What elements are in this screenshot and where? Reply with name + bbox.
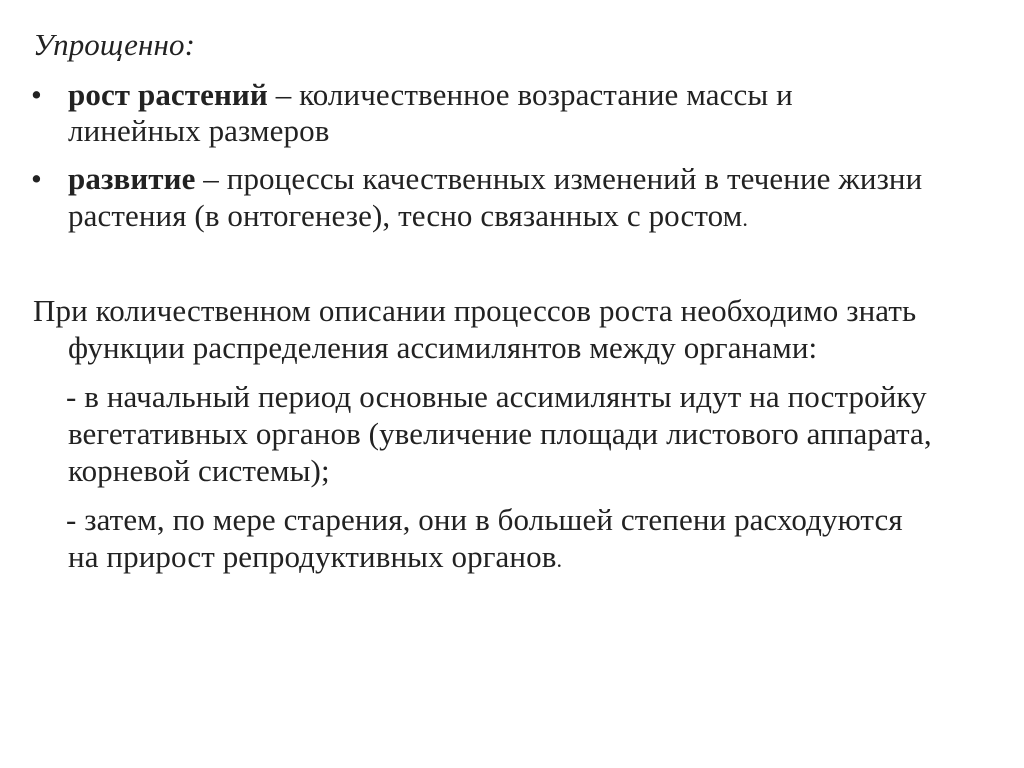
bullet-icon: • (31, 77, 42, 112)
bullet-2-term: развитие (68, 161, 196, 196)
bullet-2-line-2 (68, 198, 748, 237)
dash-item-2-line-2-period: . (556, 547, 563, 572)
paragraph-line-2: функции распределения ассимилянтов между органами: (68, 330, 818, 365)
bullet-2-definition: – процессы качественных изменений в течение жизни (195, 161, 923, 196)
bullet-1-line-1 (68, 77, 793, 113)
bullet-icon: • (31, 161, 42, 196)
dash-item-2-line-1: - затем, по мере старения, они в большей степени расходуются (66, 502, 903, 537)
bullet-2-line-1 (68, 161, 922, 197)
intro-heading: Упрощенно: (33, 27, 196, 62)
paragraph-line-1: При количественном описании процессов роста необходимо знать (33, 293, 917, 328)
dash-item-1-line-1: - в начальный период основные ассимилянты идут на постройку (66, 379, 927, 414)
dash-item-1-line-2: вегетативных органов (увеличение площади листового аппарата, (68, 416, 932, 451)
bullet-2-line-2-period: . (742, 206, 748, 231)
dash-item-1-line-3: корневой системы); (68, 453, 330, 488)
bullet-1-term: рост растений (68, 77, 268, 112)
bullet-1-definition: – количественное возрастание массы и (267, 77, 793, 112)
dash-item-2-line-2-text: на прирост репродуктивных органов (68, 539, 557, 574)
bullet-2-line-2-text: растения (в онтогенезе), тесно связанных с ростом (68, 198, 743, 233)
bullet-1-line-2: линейных размеров (68, 113, 330, 148)
dash-item-2-line-2 (68, 539, 562, 578)
